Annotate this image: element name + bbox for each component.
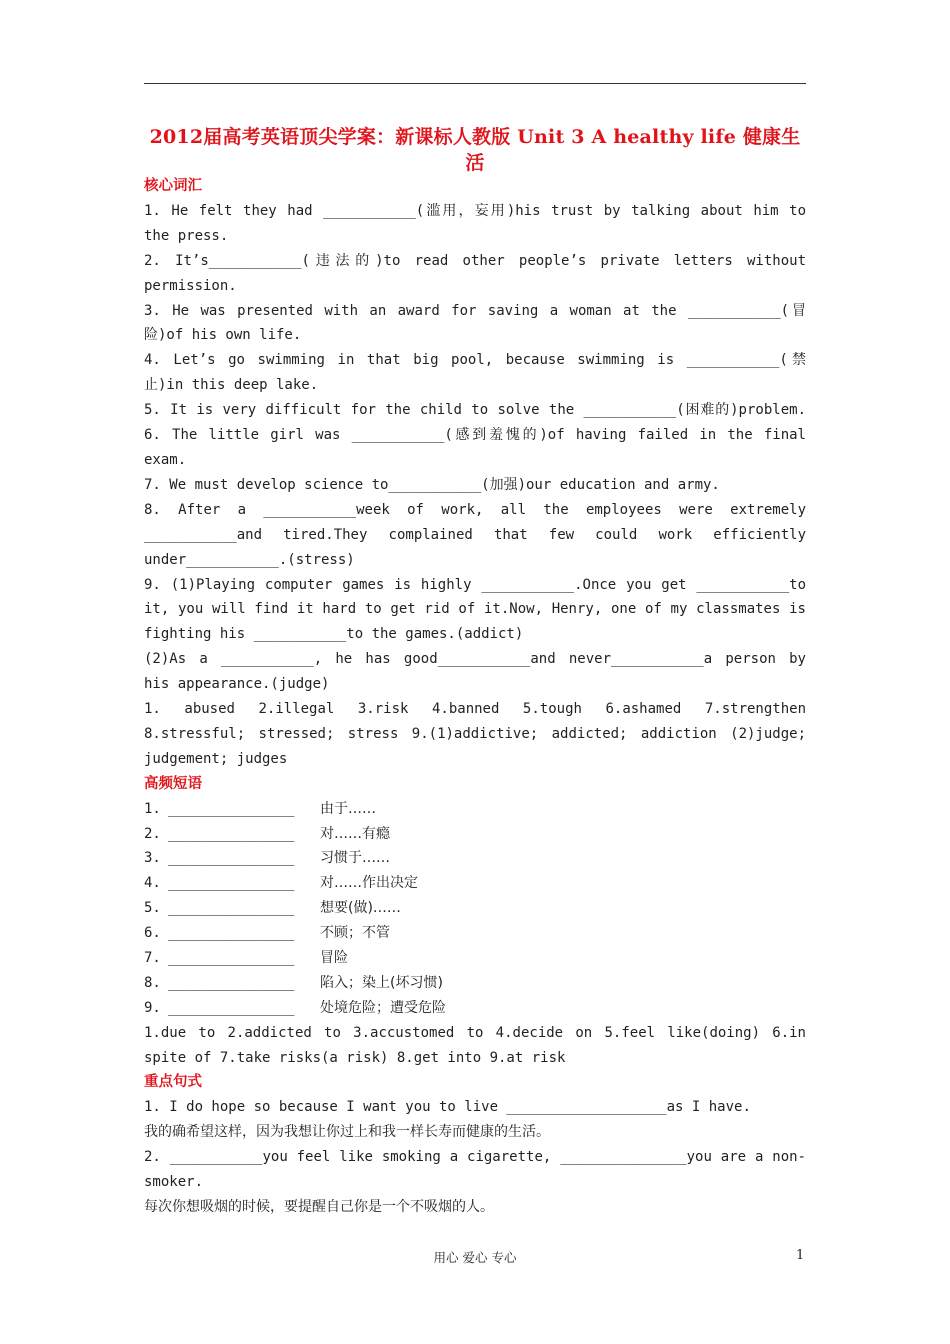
phrase-meaning: 处境危险；遭受危险: [320, 999, 446, 1016]
text-line: the press.: [144, 227, 229, 244]
text-line: 1. He felt they had ___________(滥用，妄用)his trust by talking about him to: [144, 202, 806, 219]
text-line: 6. The little girl was ___________(感到羞愧的)of having failed in the final: [144, 427, 806, 444]
phrase-meaning: 对……有瘾: [320, 825, 390, 842]
phrase-number: 8.: [144, 974, 161, 991]
phrase-number: 6.: [144, 925, 161, 942]
text-line: 8. After a ___________week of work, all the employees were extremely: [144, 501, 806, 518]
text-line: exam.: [144, 451, 187, 468]
answer-line: judgement; judges: [144, 750, 288, 767]
phrase-blank: _______________: [168, 800, 295, 817]
phrase-blank: _______________: [168, 925, 295, 942]
text-line: ___________and tired.They complained that few could work efficiently: [144, 526, 806, 543]
text-line: 7. We must develop science to___________(加强)our education and army.: [144, 476, 720, 493]
phrase-meaning: 对……作出决定: [320, 875, 418, 892]
phrase-number: 7.: [144, 950, 161, 966]
text-line: 5. It is very difficult for the child to solve the ___________(困难的)problem.: [144, 402, 806, 419]
text-line: 险)of his own life.: [144, 327, 302, 344]
phrase-blank: _______________: [168, 900, 295, 917]
phrase-blank: _______________: [168, 825, 295, 842]
text-line: 1. I do hope so because I want you to live ___________________as I have.: [144, 1099, 751, 1116]
phrase-meaning: 陷入；染上(坏习惯): [320, 974, 443, 991]
answer-line: spite of 7.take risks(a risk) 8.get into 9.at risk: [144, 1049, 566, 1066]
answer-line: 1.due to 2.addicted to 3.accustomed to 4.decide on 5.feel like(doing) 6.in: [144, 1024, 806, 1041]
phrase-row: [144, 971, 806, 996]
text-line: (2)As a ___________, he has good___________and never___________a person by: [144, 651, 806, 668]
text-line: permission.: [144, 277, 237, 294]
text-line: his appearance.(judge): [144, 676, 330, 693]
phrase-number: 5.: [144, 900, 161, 917]
phrase-row: [144, 822, 806, 847]
page-number: 1: [796, 1248, 805, 1263]
phrase-blank: _______________: [168, 950, 295, 966]
text-line: fighting his ___________to the games.(addict): [144, 626, 524, 643]
phrase-row: [144, 946, 806, 971]
phrase-meaning: 由于……: [320, 800, 376, 817]
text-line: 4. Let’s go swimming in that big pool, because swimming is ___________(禁: [144, 352, 806, 369]
phrase-blank: _______________: [168, 875, 295, 892]
footer-motto: 用心 爱心 专心: [433, 1250, 517, 1265]
phrase-blank: _______________: [168, 974, 295, 991]
text-line: 3. He was presented with an award for saving a woman at the ___________(冒: [144, 302, 806, 319]
phrase-blank: _______________: [168, 850, 295, 867]
phrase-meaning: 不顾；不管: [320, 925, 390, 942]
translation-line: 我的确希望这样，因为我想让你过上和我一样长寿而健康的生活。: [144, 1124, 550, 1141]
phrase-row: [144, 896, 806, 921]
phrase-row: [144, 921, 806, 946]
text-line: 9. (1)Playing computer games is highly ___________.Once you get ___________to: [144, 576, 806, 593]
answer-line: 8.stressful; stressed; stress 9.(1)addictive; addicted; addiction (2)judge;: [144, 725, 806, 742]
answer-line: 1. abused 2.illegal 3.risk 4.banned 5.tough 6.ashamed 7.strengthen: [144, 701, 806, 718]
phrase-blank: _______________: [168, 999, 295, 1016]
header-rule: [144, 83, 806, 84]
section-heading-phrases: 高频短语: [144, 775, 202, 792]
text-line: smoker.: [144, 1174, 204, 1191]
document-body: [144, 174, 806, 1220]
phrase-row: [144, 871, 806, 896]
phrase-meaning: 习惯于……: [320, 850, 390, 867]
phrase-number: 1.: [144, 800, 161, 817]
section-heading-vocabulary: 核心词汇: [144, 178, 202, 194]
text-line: it, you will find it hard to get rid of it.Now, Henry, one of my classmates is: [144, 601, 806, 618]
phrase-number: 3.: [144, 850, 161, 867]
phrase-number: 2.: [144, 825, 161, 842]
text-line: under___________.(stress): [144, 551, 355, 568]
text-line: 2. ___________you feel like smoking a cigarette, _______________you are a non-: [144, 1149, 806, 1166]
text-line: 2. It’s___________(违法的)to read other people’s private letters without: [144, 252, 806, 269]
text-line: 止)in this deep lake.: [144, 377, 319, 394]
translation-line: 每次你想吸烟的时候，要提醒自己你是一个不吸烟的人。: [144, 1199, 494, 1216]
phrase-meaning: 想要(做)……: [320, 900, 401, 917]
section-heading-sentences: 重点句式: [144, 1074, 202, 1091]
phrase-row: [144, 846, 806, 871]
phrase-meaning: 冒险: [320, 950, 348, 966]
document-title: 2012届高考英语顶尖学案：新课标人教版 Unit 3 A healthy life 健康生活: [149, 126, 801, 174]
phrase-row: [144, 996, 806, 1021]
phrase-row: [144, 797, 806, 822]
phrase-number: 9.: [144, 999, 161, 1016]
phrase-number: 4.: [144, 875, 161, 892]
